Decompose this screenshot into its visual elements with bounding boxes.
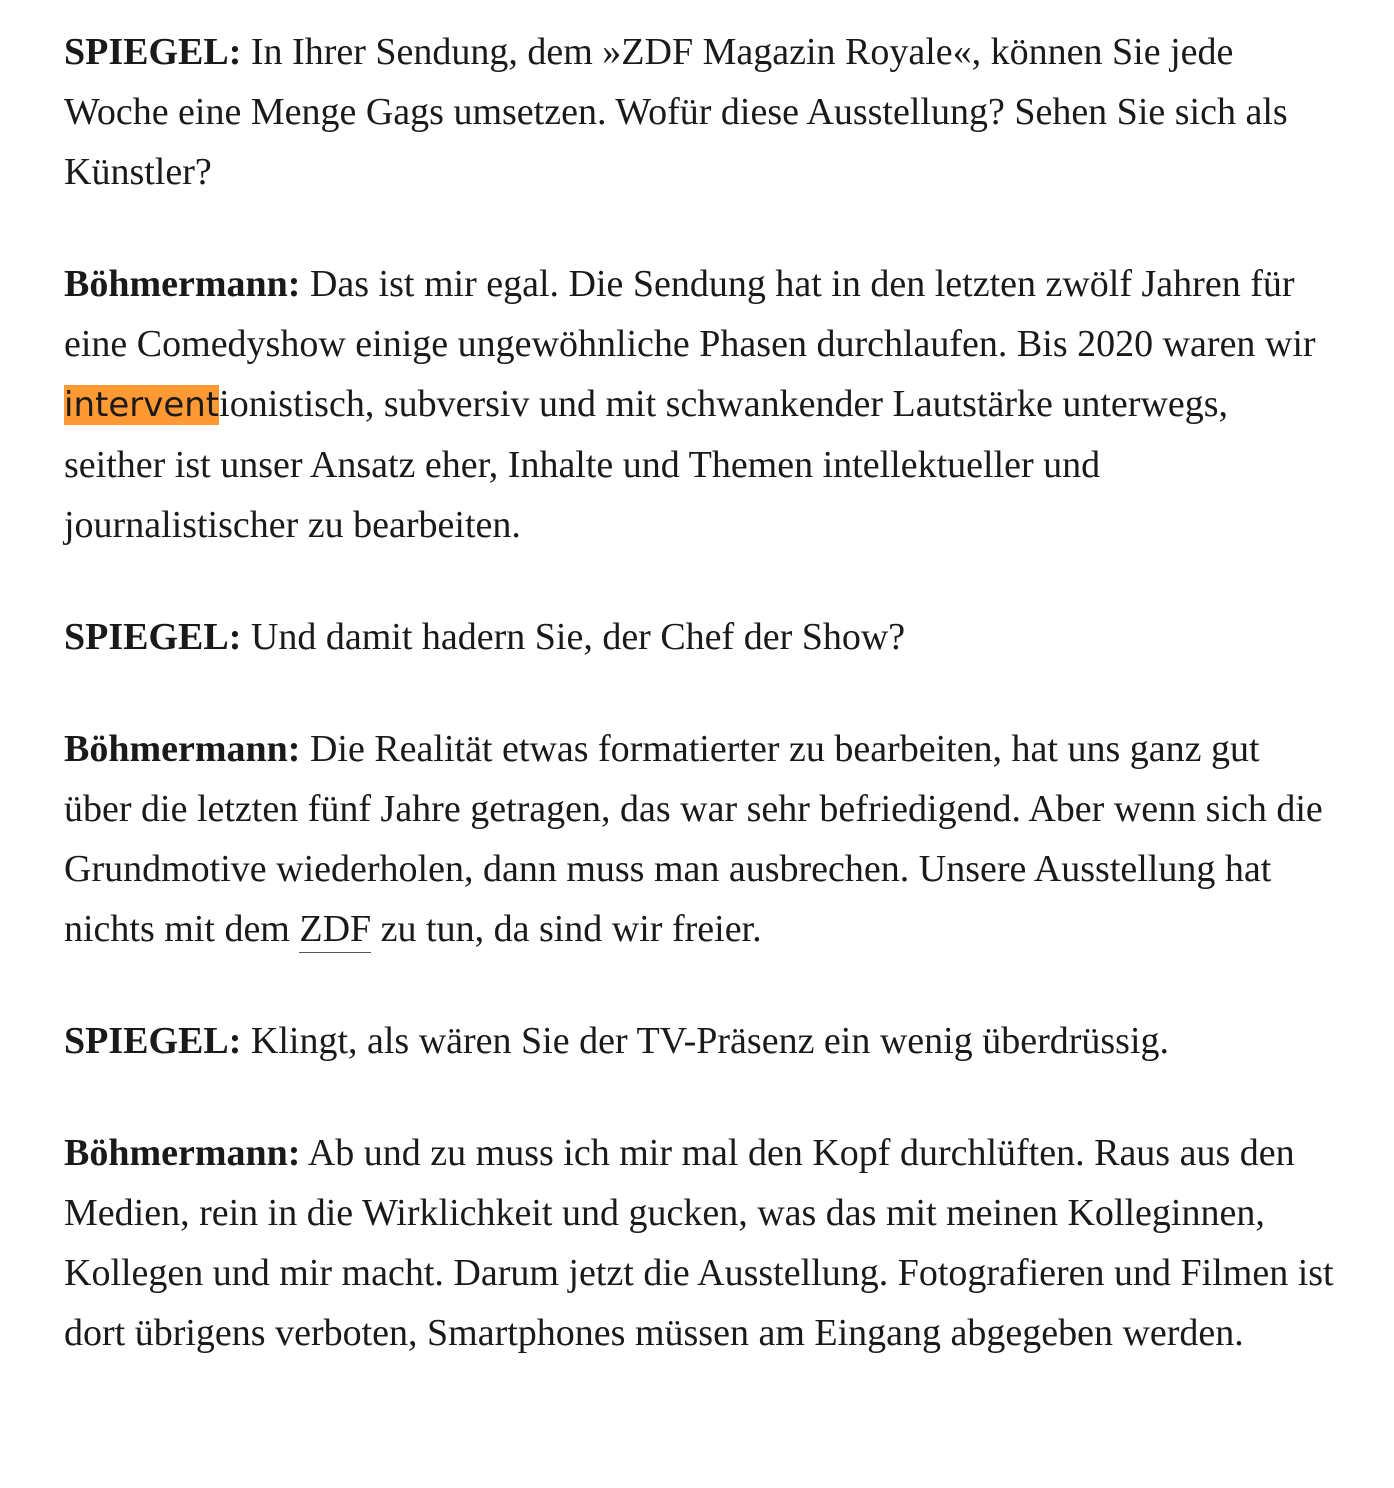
answer-text: Das ist mir egal. Die Sendung hat in den letzten zwölf Jahren für eine Comedyshow einige ungewöhnliche Phasen durchlaufen. Bis 2020 waren wir <box>64 263 1316 365</box>
speaker-label: Böhmermann: <box>64 263 301 305</box>
interview-answer <box>64 1123 1334 1363</box>
answer-text: Ab und zu muss ich mir mal den Kopf durchlüften. Raus aus den Medien, rein in die Wirklichkeit und gucken, was das mit meinen Kolleginnen, Kollegen und mir macht. Darum jetzt die Ausstellung. Fotografieren und Filmen ist dort übrigens verboten, Smartphones müssen am Eingang abgegeben werden. <box>64 1132 1334 1354</box>
speaker-label: SPIEGEL: <box>64 1020 242 1062</box>
question-text: Und damit hadern Sie, der Chef der Show? <box>250 616 906 658</box>
article-body <box>64 22 1334 1415</box>
interview-question <box>64 22 1334 202</box>
speaker-label: Böhmermann: <box>64 1132 301 1174</box>
question-text: Klingt, als wären Sie der TV-Präsenz ein wenig überdrüssig. <box>250 1020 1170 1062</box>
zdf-topic-link[interactable]: ZDF <box>299 908 371 953</box>
speaker-label: SPIEGEL: <box>64 616 242 658</box>
speaker-label: SPIEGEL: <box>64 31 242 73</box>
interview-question <box>64 607 1334 667</box>
answer-text: Die Realität etwas formatierter zu bearbeiten, hat uns ganz gut über die letzten fünf Jahre getragen, das war sehr befriedigend. Aber wenn sich die Grundmotive wiederholen, dann muss man ausbrechen. Unsere Ausstellung hat nichts mit dem <box>64 728 1323 950</box>
answer-text-continued: ionistisch, subversiv und mit schwankender Lautstärke unterwegs, seither ist unser Ansatz eher, Inhalte und Themen intellektueller und journalistischer zu bearbeiten. <box>64 383 1229 546</box>
interview-answer <box>64 254 1334 555</box>
interview-question <box>64 1011 1334 1071</box>
interview-answer <box>64 719 1334 959</box>
answer-text-continued: zu tun, da sind wir freier. <box>380 908 762 950</box>
text-highlight[interactable]: intervent <box>64 385 220 425</box>
question-text: In Ihrer Sendung, dem »ZDF Magazin Royale«, können Sie jede Woche eine Menge Gags umsetzen. Wofür diese Ausstellung? Sehen Sie sich als Künstler? <box>64 31 1288 193</box>
speaker-label: Böhmermann: <box>64 728 301 770</box>
